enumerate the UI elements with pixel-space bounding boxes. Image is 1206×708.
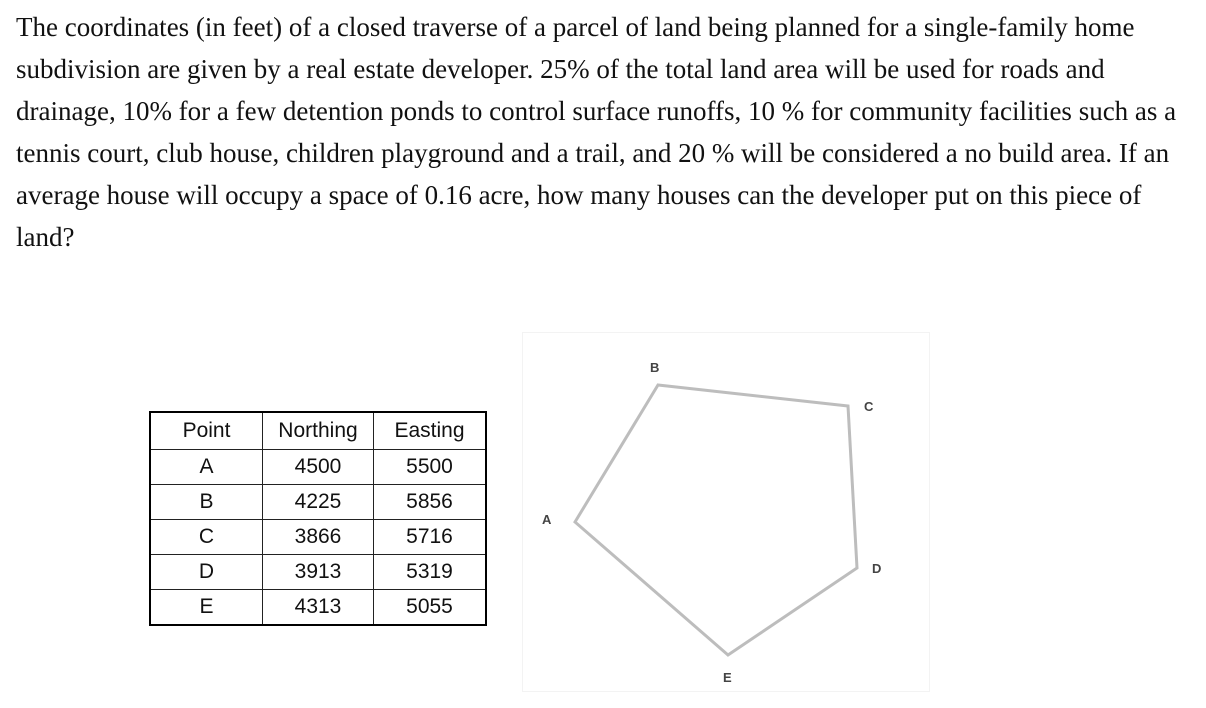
easting-cell: 5319 [374,555,487,590]
northing-cell: 4313 [263,590,374,626]
vertex-label-b: B [650,360,660,375]
easting-cell: 5856 [374,485,487,520]
header-point: Point [150,412,263,450]
table-row [150,590,486,626]
northing-cell: 3866 [263,520,374,555]
northing-cell: 4500 [263,450,374,485]
table-header-row [150,412,486,450]
point-cell: E [150,590,263,626]
traverse-figure [522,332,930,692]
coordinates-table [149,411,487,626]
point-cell: B [150,485,263,520]
easting-cell: 5716 [374,520,487,555]
table-row [150,450,486,485]
point-cell: A [150,450,263,485]
vertex-label-d: D [872,561,882,576]
easting-cell: 5055 [374,590,487,626]
table-row [150,520,486,555]
problem-statement: The coordinates (in feet) of a closed traverse of a parcel of land being planned for a single-family home subdivision are given by a real estate developer. 25% of the total land area will be used for roads and drainage, 10% for a few detention ponds to control surface runoffs, 10 % for community facilities such as a tennis court, club house, children playground and a trail, and 20 % will be considered a no build area. If an average house will occupy a space of 0.16 acre, how many houses can the developer put on this piece of land? [16,12,1177,252]
header-northing: Northing [263,412,374,450]
northing-cell: 3913 [263,555,374,590]
table-row [150,555,486,590]
table-row [150,485,486,520]
header-easting: Easting [374,412,487,450]
point-cell: D [150,555,263,590]
point-cell: C [150,520,263,555]
northing-cell: 4225 [263,485,374,520]
figure-frame [522,332,930,692]
easting-cell: 5500 [374,450,487,485]
vertex-label-e: E [723,670,732,685]
vertex-label-a: A [542,512,552,527]
vertex-label-c: C [864,399,874,414]
